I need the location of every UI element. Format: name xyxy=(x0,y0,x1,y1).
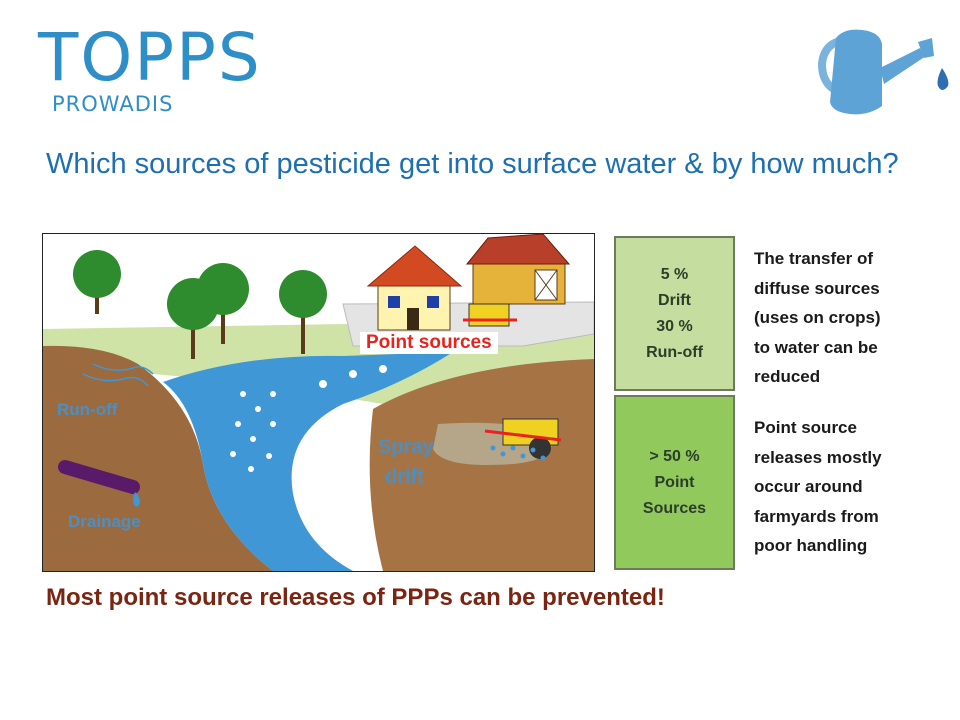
note-line: reduced xyxy=(754,367,821,386)
note-line: farmyards from xyxy=(754,506,879,526)
diffuse-note xyxy=(754,244,954,392)
drift-percent: 5 % xyxy=(660,265,689,283)
note-line: poor handling xyxy=(754,536,868,555)
note-line: Point source xyxy=(754,418,857,437)
note-line: diffuse sources xyxy=(754,278,880,298)
note-line: releases mostly xyxy=(754,447,882,467)
drainage-label: Drainage xyxy=(68,512,141,531)
note-line: occur around xyxy=(754,477,863,496)
runoff-percent: 30 % xyxy=(656,317,693,335)
pesticide-sources-illustration xyxy=(42,233,595,572)
page-title: Which sources of pesticide get into surface water & by how much? xyxy=(46,148,899,180)
runoff-text: Run-off xyxy=(646,343,703,361)
conclusion-text xyxy=(46,584,665,612)
point-sources-box xyxy=(614,395,735,570)
note-line: The transfer of xyxy=(754,249,874,268)
point-note xyxy=(754,413,954,561)
point-sources-label: Point sources xyxy=(360,332,498,354)
drift-text: Drift xyxy=(658,291,691,309)
drift-label: drift xyxy=(385,466,424,488)
conclusion-part1: Most point source releases of PPPs xyxy=(46,584,453,611)
spray-label: Spray xyxy=(378,436,434,458)
watering-can-icon xyxy=(808,22,958,122)
note-line: (uses on crops) xyxy=(754,308,881,327)
logo-wordmark: TOPPS xyxy=(38,19,262,96)
conclusion-part2: can be prevented! xyxy=(459,584,665,611)
point-text: Point xyxy=(654,473,695,491)
logo-subtitle: PROWADIS xyxy=(52,92,174,116)
diffuse-sources-box xyxy=(614,236,735,391)
topps-logo xyxy=(38,18,262,118)
sources-text: Sources xyxy=(642,499,707,517)
runoff-label: Run-off xyxy=(57,400,118,419)
note-line: to water can be xyxy=(754,337,878,357)
point-percent: > 50 % xyxy=(649,447,700,465)
